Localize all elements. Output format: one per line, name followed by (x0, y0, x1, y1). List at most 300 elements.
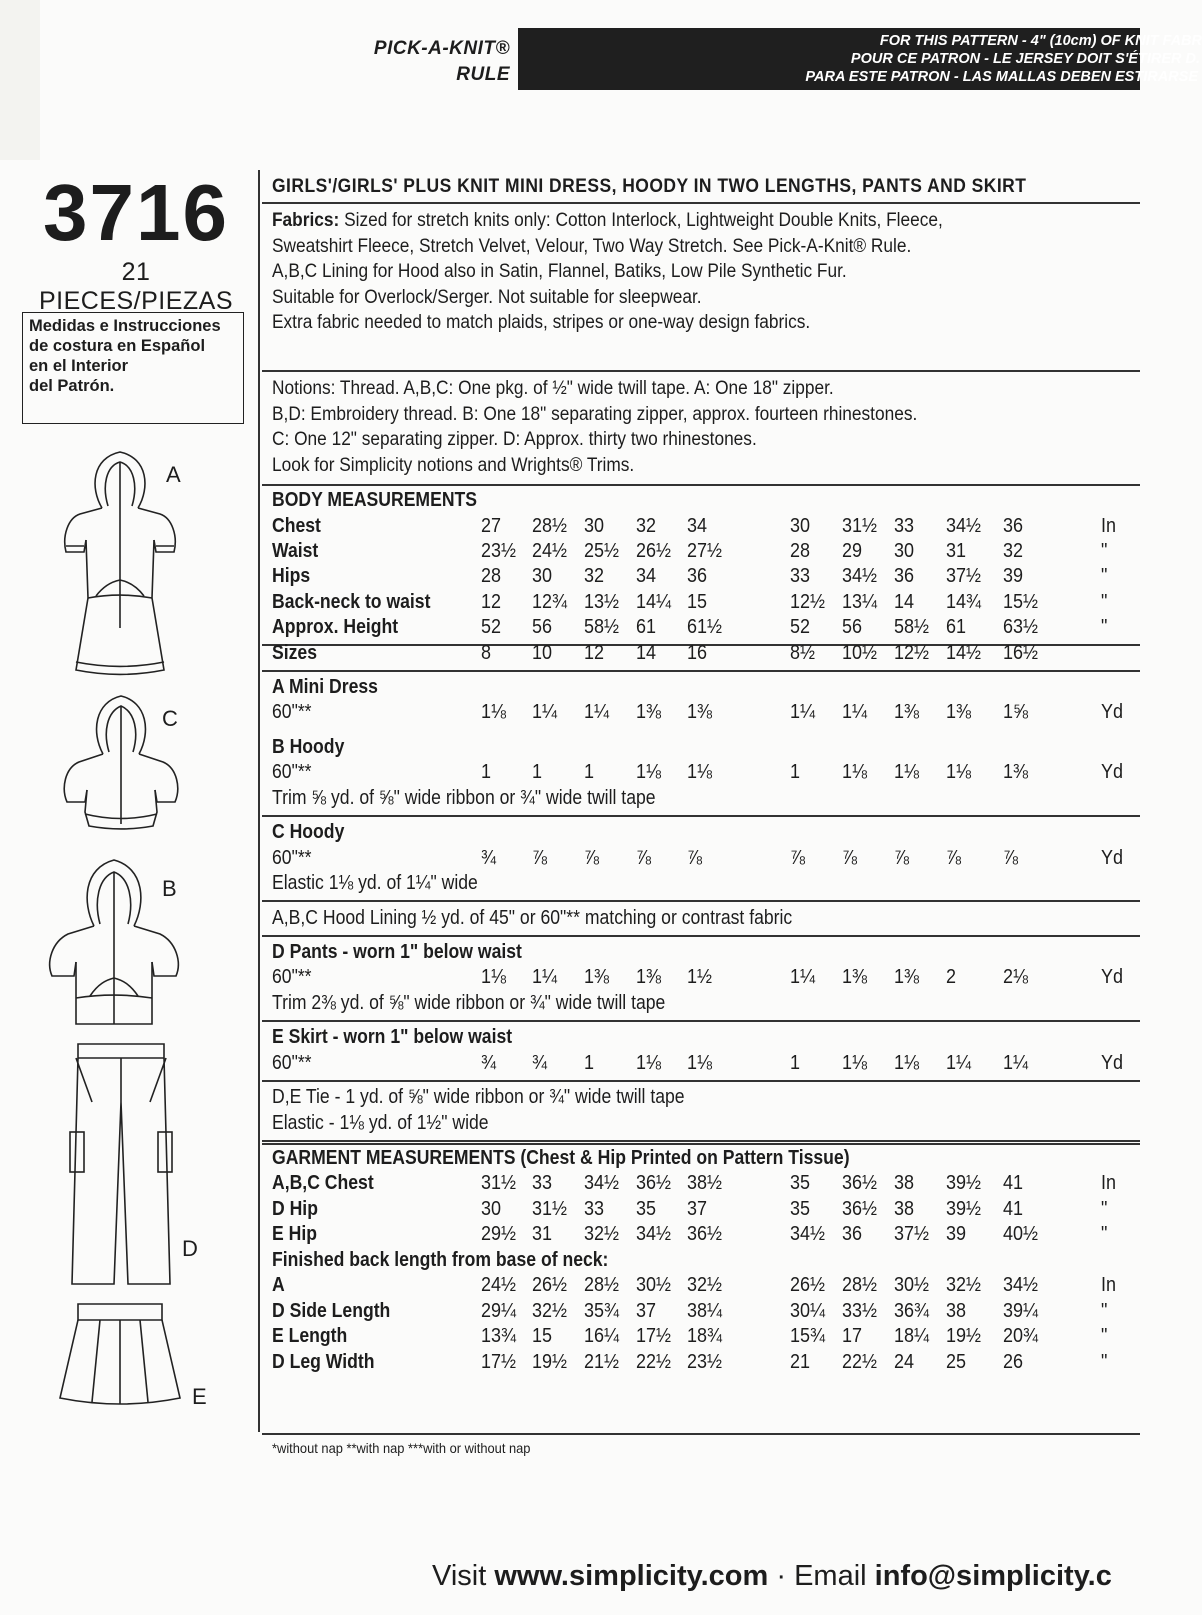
row-label: E Length (272, 1325, 348, 1347)
footer (432, 1560, 1112, 1593)
table-cell: 29¼ (481, 1300, 517, 1322)
table-cell: 14¾ (946, 591, 982, 613)
notions-label: Notions: (272, 378, 336, 399)
row-label: A (272, 1274, 285, 1296)
table-cell: 35 (790, 1172, 811, 1194)
table-cell: 31 (532, 1223, 553, 1245)
table-cell: 26½ (790, 1274, 826, 1296)
table-cell: 33 (894, 515, 915, 537)
row-label: C Hoody (272, 821, 345, 843)
table-cell: 32½ (532, 1300, 568, 1322)
table-cell: 29 (842, 540, 863, 562)
table-cell: 1⅛ (894, 761, 920, 783)
table-cell: 12 (584, 642, 605, 664)
table-row (0, 1111, 1140, 1136)
table-cell: 35 (790, 1198, 811, 1220)
table-cell: 1¼ (584, 701, 610, 723)
divider (262, 202, 1140, 204)
table-cell: 58½ (584, 616, 620, 638)
unit-label: " (1101, 540, 1108, 562)
table-cell: 31½ (532, 1198, 568, 1220)
table-cell: 14¼ (636, 591, 672, 613)
table-cell: 15 (687, 591, 708, 613)
table-row (0, 760, 1140, 785)
footer-email-link[interactable]: info@simplicity.c (874, 1560, 1112, 1592)
table-row (0, 1248, 1140, 1273)
table-cell: 2 (946, 966, 957, 988)
table-cell: 1¼ (842, 701, 868, 723)
table-cell: 1⅜ (1003, 761, 1029, 783)
row-label: 60"** (272, 847, 312, 869)
table-row (0, 906, 1140, 931)
table-cell: 1⅝ (1003, 701, 1029, 723)
table-cell: 36 (894, 565, 915, 587)
divider (262, 370, 1140, 372)
style-title: GIRLS'/GIRLS' PLUS KNIT MINI DRESS, HOODY IN TWO LENGTHS, PANTS AND SKIRT (272, 176, 1027, 197)
unit-label: Yd (1101, 847, 1124, 869)
table-cell: 26½ (636, 540, 672, 562)
table-cell: 29½ (481, 1223, 517, 1245)
row-label: D Hip (272, 1198, 318, 1220)
table-cell: ⅞ (532, 847, 548, 869)
divider (262, 1140, 1140, 1142)
table-row (0, 1025, 1140, 1050)
spanish-note-line: en el Interior (29, 357, 129, 375)
divider (262, 1020, 1140, 1022)
table-cell: ⅞ (584, 847, 600, 869)
divider (262, 900, 1140, 902)
table-cell: 34½ (842, 565, 878, 587)
row-label: D,E Tie - 1 yd. of ⅝" wide ribbon or ¾" wide twill tape (272, 1086, 685, 1108)
table-cell: 58½ (894, 616, 930, 638)
table-cell: 34½ (946, 515, 982, 537)
table-row (0, 1197, 1140, 1222)
row-label: D Side Length (272, 1300, 391, 1322)
table-row (0, 1273, 1140, 1298)
table-cell: 23½ (687, 1351, 723, 1373)
table-cell: 1¼ (790, 701, 816, 723)
table-cell: 39 (1003, 565, 1024, 587)
table-cell: 1 (532, 761, 543, 783)
table-cell: 2⅛ (1003, 966, 1029, 988)
table-cell: 1⅜ (584, 966, 610, 988)
table-cell: 19½ (946, 1325, 982, 1347)
fabrics-block (272, 208, 943, 336)
table-row (0, 590, 1140, 615)
row-label: Hips (272, 565, 311, 587)
unit-label: " (1101, 1325, 1108, 1347)
table-cell: 32 (584, 565, 605, 587)
table-cell: 32½ (946, 1274, 982, 1296)
table-cell: 1 (584, 761, 595, 783)
divider (262, 815, 1140, 817)
table-cell: 30 (584, 515, 605, 537)
table-row (0, 846, 1140, 871)
pick-a-knit-bar-line: FOR THIS PATTERN - 4" (10cm) OF KNIT FABR (879, 33, 1202, 49)
unit-label: In (1101, 1172, 1117, 1194)
table-cell: 35 (636, 1198, 657, 1220)
table-cell: 24½ (532, 540, 568, 562)
table-cell: 30½ (636, 1274, 672, 1296)
table-cell: 26½ (532, 1274, 568, 1296)
table-cell: 1⅛ (636, 761, 662, 783)
table-cell: 63½ (1003, 616, 1039, 638)
unit-label: In (1101, 515, 1117, 537)
table-cell: 30¼ (790, 1300, 826, 1322)
fabrics-line: Suitable for Overlock/Serger. Not suitable for sleepwear. (272, 286, 702, 308)
table-cell: 24½ (481, 1274, 517, 1296)
table-cell: 10½ (842, 642, 878, 664)
view-label: C (162, 706, 178, 731)
table-cell: 38 (894, 1198, 915, 1220)
table-cell: 15 (532, 1325, 553, 1347)
row-label: D Pants - worn 1" below waist (272, 941, 522, 963)
table-cell: 39½ (946, 1198, 982, 1220)
table-row (0, 991, 1140, 1016)
view-label: B (162, 876, 177, 901)
table-cell: 33½ (842, 1300, 878, 1322)
table-cell: 17 (842, 1325, 863, 1347)
table-row (0, 700, 1140, 725)
table-cell: 56 (842, 616, 863, 638)
table-cell: 35¾ (584, 1300, 620, 1322)
divider (262, 1433, 1140, 1435)
table-cell: 1⅛ (687, 1052, 713, 1074)
row-label: 60"** (272, 761, 312, 783)
table-cell: 27 (481, 515, 502, 537)
table-row (0, 488, 1140, 513)
table-cell: 38 (894, 1172, 915, 1194)
notions-line: Thread. A,B,C: One pkg. of ½" wide twill tape. A: One 18" zipper. (335, 378, 834, 399)
table-cell: 36½ (842, 1198, 878, 1220)
fabrics-line: Sweatshirt Fleece, Stretch Velvet, Velour, Two Way Stretch. See Pick-A-Knit® Rule. (272, 235, 912, 257)
fabrics-label: Fabrics: (272, 210, 340, 231)
table-cell: 15¾ (790, 1325, 826, 1347)
table-cell: 1⅛ (842, 761, 868, 783)
row-label: D Leg Width (272, 1351, 375, 1373)
row-label: Back-neck to waist (272, 591, 431, 613)
table-cell: 33 (532, 1172, 553, 1194)
table-cell: ⅞ (842, 847, 858, 869)
table-cell: 1⅛ (842, 1052, 868, 1074)
row-label: Elastic - 1⅛ yd. of 1½" wide (272, 1112, 489, 1134)
table-cell: 52 (790, 616, 811, 638)
view-label: A (166, 462, 181, 487)
table-cell: 14½ (946, 642, 982, 664)
pattern-number: 3716 (43, 168, 229, 257)
table-cell: ¾ (532, 1052, 548, 1074)
row-label: Finished back length from base of neck: (272, 1249, 609, 1271)
table-cell: 19½ (532, 1351, 568, 1373)
table-cell: 1⅛ (894, 1052, 920, 1074)
table-cell: 37 (636, 1300, 657, 1322)
table-cell: 12½ (790, 591, 826, 613)
table-cell: 1⅛ (481, 701, 507, 723)
table-cell: 34½ (584, 1172, 620, 1194)
row-label: GARMENT MEASUREMENTS (Chest & Hip Printed on Pattern Tissue) (272, 1147, 850, 1169)
table-cell: 22½ (842, 1351, 878, 1373)
table-cell: ¾ (481, 1052, 497, 1074)
table-row (0, 1051, 1140, 1076)
table-cell: 16¼ (584, 1325, 620, 1347)
table-cell: 34½ (1003, 1274, 1039, 1296)
pick-a-knit-bar (518, 28, 1202, 90)
table-cell: ⅞ (946, 847, 962, 869)
unit-label: " (1101, 1351, 1108, 1373)
table-cell: 39½ (946, 1172, 982, 1194)
table-cell: 41 (1003, 1172, 1024, 1194)
table-cell: 30 (481, 1198, 502, 1220)
unit-label: Yd (1101, 966, 1124, 988)
divider (262, 935, 1140, 937)
table-cell: 23½ (481, 540, 517, 562)
fabrics-line: Sized for stretch knits only: Cotton Interlock, Lightweight Double Knits, Fleece, (339, 210, 943, 231)
table-row (0, 735, 1140, 760)
table-cell: 36 (687, 565, 708, 587)
pieces-count: 21 PIECES/PIEZAS (38, 258, 234, 315)
table-cell: 61 (946, 616, 967, 638)
pick-a-knit-line2: RULE (456, 64, 510, 85)
table-cell: 52 (481, 616, 502, 638)
footer-website-link[interactable]: www.simplicity.com (494, 1560, 769, 1592)
table-cell: 1⅜ (894, 966, 920, 988)
row-label: Approx. Height (272, 616, 399, 638)
table-cell: 1⅜ (687, 701, 713, 723)
row-label: E Hip (272, 1223, 317, 1245)
table-cell: 1⅛ (946, 761, 972, 783)
table-cell: 1¼ (1003, 1052, 1029, 1074)
unit-label: Yd (1101, 701, 1124, 723)
view-label: D (182, 1236, 198, 1261)
table-cell: ⅞ (636, 847, 652, 869)
spanish-note-line: del Patrón. (29, 377, 115, 395)
row-label: A Mini Dress (272, 676, 378, 698)
table-row (0, 1299, 1140, 1324)
table-cell: 13½ (584, 591, 620, 613)
table-cell: 32 (636, 515, 657, 537)
table-row (0, 539, 1140, 564)
divider (262, 1143, 1140, 1145)
table-cell: 22½ (636, 1351, 672, 1373)
table-cell: 36¾ (894, 1300, 930, 1322)
table-cell: 38¼ (687, 1300, 723, 1322)
table-cell: 61 (636, 616, 657, 638)
table-cell: 1⅛ (636, 1052, 662, 1074)
table-cell: 28½ (584, 1274, 620, 1296)
table-row (0, 871, 1140, 896)
unit-label: " (1101, 1198, 1108, 1220)
view-label: E (192, 1384, 207, 1409)
row-label: B Hoody (272, 736, 345, 758)
row-label: Elastic 1⅛ yd. of 1¼" wide (272, 872, 478, 894)
fabrics-line: A,B,C Lining for Hood also in Satin, Flannel, Batiks, Low Pile Synthetic Fur. (272, 261, 847, 282)
table-cell: 30½ (894, 1274, 930, 1296)
table-cell: 33 (584, 1198, 605, 1220)
unit-label: Yd (1101, 761, 1124, 783)
table-cell: 34 (636, 565, 657, 587)
fabrics-line: Extra fabric needed to match plaids, stripes or one-way design fabrics. (272, 312, 811, 333)
pick-a-knit-line1: PICK-A-KNIT® (373, 38, 510, 59)
table-cell: 37 (687, 1198, 708, 1220)
table-cell: ⅞ (1003, 847, 1019, 869)
table-cell: 34½ (790, 1223, 826, 1245)
table-row (0, 940, 1140, 965)
row-label: E Skirt - worn 1" below waist (272, 1026, 513, 1048)
pick-a-knit-bar-line: POUR CE PATRON - LE JERSEY DOIT S'ÉTIRER D. (850, 51, 1200, 67)
table-cell: 1⅜ (636, 701, 662, 723)
table-row (0, 675, 1140, 700)
table-cell: 1⅜ (636, 966, 662, 988)
table-cell: 28½ (842, 1274, 878, 1296)
table-cell: 25 (946, 1351, 967, 1373)
table-cell: ¾ (481, 847, 497, 869)
row-label: Sizes (272, 642, 318, 664)
table-row (0, 965, 1140, 990)
table-cell: 1¼ (532, 966, 558, 988)
row-label: 60"** (272, 966, 312, 988)
notions-line: Look for Simplicity notions and Wrights® Trims. (272, 454, 635, 476)
table-cell: 1⅜ (946, 701, 972, 723)
table-cell: 31½ (481, 1172, 517, 1194)
footer-visit: Visit (432, 1560, 495, 1592)
table-cell: 34 (687, 515, 708, 537)
table-cell: 1⅜ (842, 966, 868, 988)
table-row (0, 786, 1140, 811)
divider (262, 484, 1140, 486)
divider (262, 1080, 1140, 1082)
table-row (0, 1324, 1140, 1349)
table-cell: 1⅛ (481, 966, 507, 988)
table-cell: 28 (481, 565, 502, 587)
table-cell: 13¼ (842, 591, 878, 613)
table-cell: 1½ (687, 966, 713, 988)
unit-label: " (1101, 565, 1108, 587)
notions-block (272, 376, 917, 478)
table-cell: 1 (790, 761, 801, 783)
notions-line: C: One 12" separating zipper. D: Approx. thirty two rhinestones. (272, 429, 757, 450)
table-cell: 21½ (584, 1351, 620, 1373)
table-cell: 16½ (1003, 642, 1039, 664)
table-cell: ⅞ (687, 847, 703, 869)
pick-a-knit-title (300, 36, 510, 88)
table-cell: 12 (481, 591, 502, 613)
table-cell: 1⅛ (687, 761, 713, 783)
row-label: Chest (272, 515, 321, 537)
row-label: Waist (272, 540, 319, 562)
table-cell: 31 (946, 540, 967, 562)
table-cell: 32½ (584, 1223, 620, 1245)
table-cell: 21 (790, 1351, 811, 1373)
table-cell: 1¼ (946, 1052, 972, 1074)
table-cell: 1 (790, 1052, 801, 1074)
table-cell: 38½ (687, 1172, 723, 1194)
table-row (0, 641, 1140, 666)
table-cell: 36½ (636, 1172, 672, 1194)
table-cell: 1¼ (532, 701, 558, 723)
table-cell: 17½ (481, 1351, 517, 1373)
table-cell: 37½ (946, 565, 982, 587)
table-cell: 1¼ (790, 966, 816, 988)
table-cell: 37½ (894, 1223, 930, 1245)
notions-line: B,D: Embroidery thread. B: One 18" separating zipper, approx. fourteen rhinestones. (272, 403, 918, 425)
table-cell: 17½ (636, 1325, 672, 1347)
table-cell: 38 (946, 1300, 967, 1322)
table-cell: 28½ (532, 515, 568, 537)
table-row (0, 615, 1140, 640)
unit-label: " (1101, 591, 1108, 613)
table-cell: 13¾ (481, 1325, 517, 1347)
table-cell: 25½ (584, 540, 620, 562)
table-cell: ⅞ (894, 847, 910, 869)
table-row (0, 1222, 1140, 1247)
table-cell: ⅞ (790, 847, 806, 869)
table-cell: 32 (1003, 540, 1024, 562)
divider (262, 670, 1140, 672)
table-cell: 27½ (687, 540, 723, 562)
table-cell: 14 (636, 642, 657, 664)
table-row (0, 564, 1140, 589)
table-cell: 30 (532, 565, 553, 587)
table-row (0, 820, 1140, 845)
table-row (0, 1146, 1140, 1171)
table-cell: 18¼ (894, 1325, 930, 1347)
footnote: *without nap **with nap ***with or without nap (272, 1440, 531, 1456)
table-row (0, 514, 1140, 539)
table-cell: 30 (790, 515, 811, 537)
table-cell: 36 (1003, 515, 1024, 537)
table-row (0, 1171, 1140, 1196)
table-cell: 36 (842, 1223, 863, 1245)
table-cell: 39¼ (1003, 1300, 1039, 1322)
unit-label: In (1101, 1274, 1117, 1296)
row-label: 60"** (272, 701, 312, 723)
table-cell: 33 (790, 565, 811, 587)
table-cell: 12½ (894, 642, 930, 664)
table-cell: 28 (790, 540, 811, 562)
unit-label: " (1101, 616, 1108, 638)
table-cell: 39 (946, 1223, 967, 1245)
table-cell: 32½ (687, 1274, 723, 1296)
pick-a-knit-bar-line: PARA ESTE PATRON - LAS MALLAS DEBEN ESTIRARSE (805, 69, 1198, 85)
table-cell: 41 (1003, 1198, 1024, 1220)
unit-label: Yd (1101, 1052, 1124, 1074)
table-cell: 14 (894, 591, 915, 613)
paper-stain (0, 0, 40, 160)
table-cell: 18¾ (687, 1325, 723, 1347)
unit-label: " (1101, 1223, 1108, 1245)
table-cell: 36½ (842, 1172, 878, 1194)
table-cell: 8 (481, 642, 492, 664)
table-cell: 40½ (1003, 1223, 1039, 1245)
table-cell: 1 (481, 761, 492, 783)
table-cell: 26 (1003, 1351, 1024, 1373)
spanish-note-line: Medidas e Instrucciones (29, 317, 221, 335)
table-cell: 36½ (687, 1223, 723, 1245)
row-label: A,B,C Chest (272, 1172, 374, 1194)
table-row (0, 1350, 1140, 1375)
footer-sep: · Email (768, 1560, 875, 1592)
spanish-note-line: de costura en Español (29, 337, 206, 355)
table-cell: 15½ (1003, 591, 1039, 613)
table-cell: 30 (894, 540, 915, 562)
table-cell: 24 (894, 1351, 915, 1373)
row-label: 60"** (272, 1052, 312, 1074)
table-cell: 34½ (636, 1223, 672, 1245)
row-label: BODY MEASUREMENTS (272, 489, 478, 511)
table-row (0, 1085, 1140, 1110)
row-label: Trim ⅝ yd. of ⅝" wide ribbon or ¾" wide twill tape (272, 787, 656, 809)
table-cell: 16 (687, 642, 708, 664)
